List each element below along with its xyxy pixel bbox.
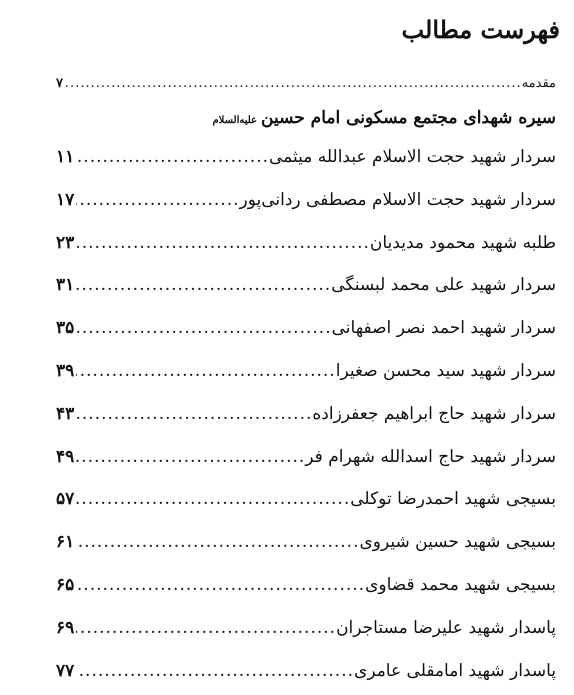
page-title: فهرست مطالب xyxy=(401,15,560,44)
toc-entry-title: بسیجی شهید احمدرضا توکلی xyxy=(350,489,556,510)
toc-entry[interactable] xyxy=(56,222,556,265)
toc-entry-page-number: ۶۵ xyxy=(56,574,75,595)
toc-entry-title: سردار شهید احمد نصر اصفهانی xyxy=(331,318,556,339)
toc-entry-page-number: ۴۳ xyxy=(56,403,75,424)
toc-entry-title: سردار شهید حاج اسدالله شهرام فر xyxy=(305,446,556,467)
dot-leader xyxy=(76,307,331,350)
toc-section-heading xyxy=(56,100,556,136)
dot-leader xyxy=(76,650,354,693)
toc-entry-page-number: ۶۹ xyxy=(56,617,75,638)
toc-entry-page-number: ۷۷ xyxy=(56,660,75,681)
toc-entry[interactable] xyxy=(56,393,556,436)
toc-entry-page-number: ۲۳ xyxy=(56,232,75,253)
toc-entry-title: بسیجی شهید محمد قضاوی xyxy=(365,574,556,595)
toc-entry-page-number: ۵۷ xyxy=(56,489,75,510)
toc-entry-title: سردار شهید حجت الاسلام مصطفی ردانی‌پور xyxy=(239,189,556,210)
toc-entry-title: پاسدار شهید امامقلی عامری xyxy=(354,660,556,681)
toc-entry[interactable] xyxy=(56,179,556,222)
dot-leader xyxy=(76,222,370,265)
toc-entry-title: سردار شهید حجت الاسلام عبدالله میثمی xyxy=(269,147,556,167)
dot-leader xyxy=(76,564,365,607)
toc-entry-title: سردار شهید سید محسن صغیرا xyxy=(335,360,556,381)
toc-entry-title: سردار شهید علی محمد لبسنگی xyxy=(331,275,556,296)
toc-entry-page-number: ۳۹ xyxy=(56,360,75,381)
dot-leader xyxy=(76,478,350,521)
dot-leader xyxy=(76,179,239,222)
toc-entry[interactable] xyxy=(56,564,556,607)
toc-entry-page-number: ۴۹ xyxy=(56,446,75,467)
toc-entry[interactable] xyxy=(56,478,556,521)
dot-leader xyxy=(76,436,305,479)
toc-entry-title: بسیجی شهید حسین شیروی xyxy=(359,532,556,553)
toc-list xyxy=(56,68,556,692)
toc-entry-title: پاسدار شهید علیرضا مستاجران xyxy=(336,617,556,638)
toc-entry[interactable] xyxy=(56,521,556,564)
toc-entry[interactable] xyxy=(56,436,556,479)
toc-entry-page-number: ۱۱ xyxy=(56,147,75,167)
toc-entry-page-number: ۳۵ xyxy=(56,318,75,339)
toc-entry-page-number: ۳۱ xyxy=(56,275,75,296)
toc-entry-title: سیره شهدای مجتمع مسکونی امام حسین xyxy=(261,108,556,128)
dot-leader xyxy=(76,264,331,307)
toc-entry[interactable] xyxy=(56,650,556,693)
dot-leader xyxy=(65,68,522,100)
toc-entry-title: طلبه شهید محمود مدیدیان xyxy=(369,232,556,253)
dot-leader xyxy=(76,393,312,436)
toc-entry-title: مقدمه xyxy=(521,76,556,91)
toc-entry[interactable] xyxy=(56,264,556,307)
dot-leader xyxy=(76,350,336,393)
dot-leader xyxy=(76,136,269,179)
toc-entry-page-number: ۶۱ xyxy=(56,532,75,553)
toc-entry[interactable] xyxy=(56,136,556,179)
dot-leader xyxy=(76,521,359,564)
toc-entry-honorific: علیه‌السلام xyxy=(212,115,257,126)
toc-entry[interactable] xyxy=(56,68,556,100)
toc-entry[interactable] xyxy=(56,607,556,650)
toc-entry[interactable] xyxy=(56,307,556,350)
toc-entry[interactable] xyxy=(56,350,556,393)
toc-entry-title: سردار شهید حاج ابراهیم جعفرزاده xyxy=(312,403,556,424)
toc-entry-page-number: ۷ xyxy=(56,76,63,91)
dot-leader xyxy=(76,607,336,650)
toc-entry-page-number: ۱۷ xyxy=(56,189,75,210)
